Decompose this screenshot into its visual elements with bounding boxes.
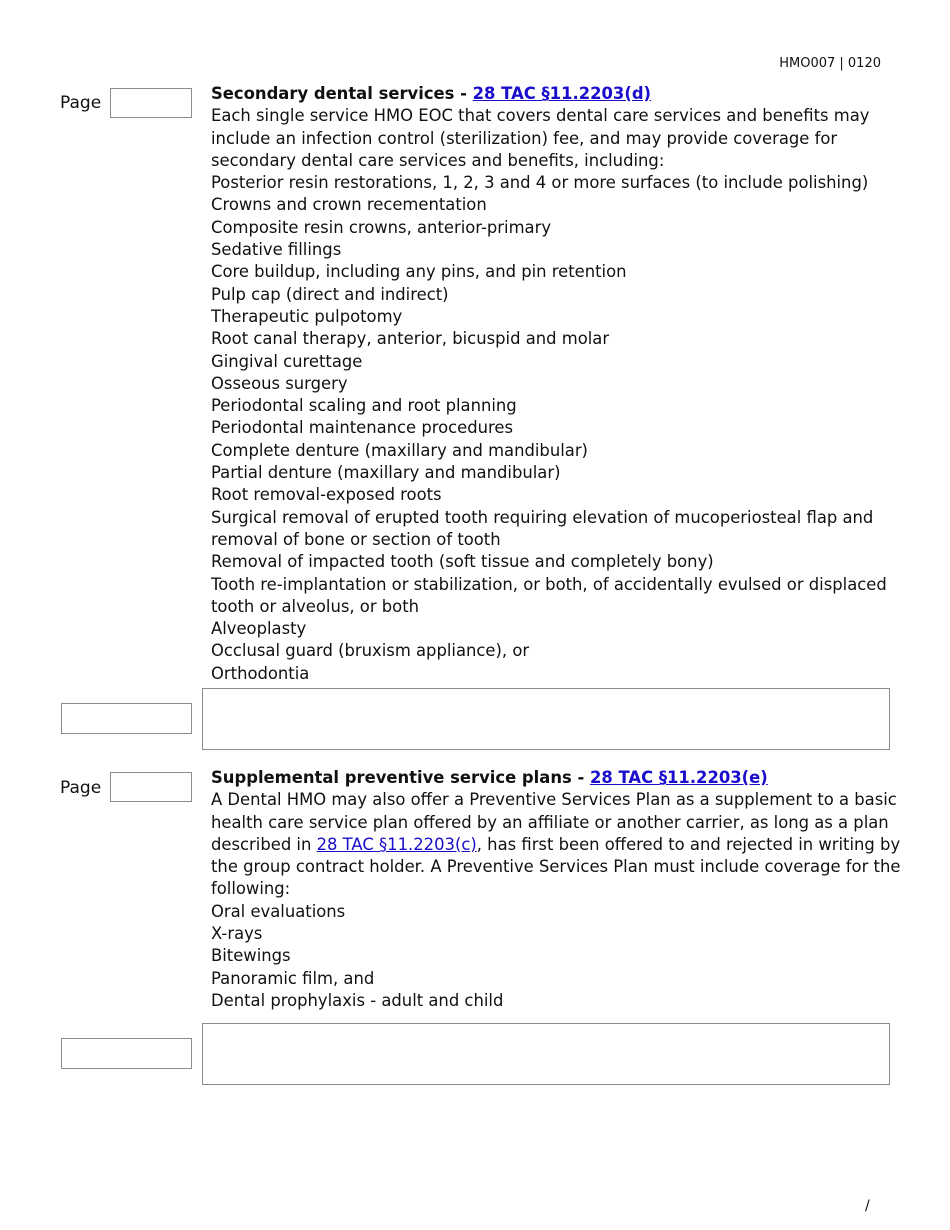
intro-text: , has first been offered to and rejected in writing by the group contract holder. A Preventive Services Plan must include coverage for the following: <box>211 834 901 899</box>
page-number-input[interactable] <box>110 772 192 802</box>
footer-mark: / <box>865 1198 870 1214</box>
list-item: Partial denture (maxillary and mandibular) <box>211 463 561 483</box>
list-item: Periodontal maintenance procedures <box>211 418 514 438</box>
list-item: Gingival curettage <box>211 351 363 371</box>
intro-text: A Dental HMO may also offer a Preventive Services Plan as a supplement to a basic health care service plan offered by an affiliate or another carrier, as long as a plan described in <box>211 790 897 854</box>
list-item: Alveoplasty <box>211 619 307 639</box>
list-item: Dental prophylaxis - adult and child <box>211 990 504 1010</box>
service-list <box>211 172 901 685</box>
list-item: Core buildup, including any pins, and pin retention <box>211 262 627 282</box>
inline-citation-link[interactable]: 28 TAC §11.2203(c) <box>316 834 477 854</box>
list-item: Occlusal guard (bruxism appliance), or <box>211 641 530 661</box>
section-supplemental-preventive-plans <box>211 767 901 1012</box>
list-item: Surgical removal of erupted tooth requiring elevation of mucoperiosteal flap and removal of bone or section of tooth <box>211 507 874 549</box>
list-item: Complete denture (maxillary and mandibular) <box>211 440 588 460</box>
section-intro <box>211 789 901 900</box>
section-intro: Each single service HMO EOC that covers dental care services and benefits may include an infection control (sterilization) fee, and may provide coverage for secondary dental care services and benefits, including: <box>211 106 870 170</box>
list-item: Pulp cap (direct and indirect) <box>211 284 449 304</box>
section-heading: Supplemental preventive service plans - <box>211 768 590 787</box>
comment-input[interactable] <box>202 1023 890 1085</box>
section-heading: Secondary dental services - <box>211 84 473 103</box>
list-item: Composite resin crowns, anterior-primary <box>211 217 552 237</box>
list-item: Panoramic film, and <box>211 968 375 988</box>
list-item: Oral evaluations <box>211 901 346 921</box>
list-item: Periodontal scaling and root planning <box>211 396 517 416</box>
list-item: Crowns and crown recementation <box>211 195 487 215</box>
list-item: Bitewings <box>211 946 291 966</box>
page-label: Page <box>60 778 102 798</box>
section-secondary-dental-services <box>211 83 901 685</box>
form-code: HMO007 | 0120 <box>779 56 881 71</box>
page-label: Page <box>60 93 102 113</box>
citation-link[interactable]: 28 TAC §11.2203(d) <box>472 84 652 103</box>
list-item: Sedative fillings <box>211 240 342 260</box>
list-item: X-rays <box>211 924 263 944</box>
field-input[interactable] <box>61 703 192 734</box>
comment-input[interactable] <box>202 688 890 750</box>
list-item: Tooth re-implantation or stabilization, or both, of accidentally evulsed or displaced tooth or alveolus, or both <box>211 574 887 616</box>
list-item: Therapeutic pulpotomy <box>211 306 403 326</box>
field-input[interactable] <box>61 1038 192 1069</box>
citation-link[interactable]: 28 TAC §11.2203(e) <box>589 768 768 787</box>
section-heading-line <box>211 767 901 789</box>
page-number-input[interactable] <box>110 88 192 118</box>
list-item: Root canal therapy, anterior, bicuspid and molar <box>211 329 610 349</box>
list-item: Root removal-exposed roots <box>211 485 442 505</box>
list-item: Orthodontia <box>211 663 310 683</box>
service-list <box>211 901 901 1012</box>
section-heading-line <box>211 83 901 105</box>
list-item: Posterior resin restorations, 1, 2, 3 and 4 or more surfaces (to include polishing) <box>211 173 869 193</box>
list-item: Osseous surgery <box>211 373 348 393</box>
list-item: Removal of impacted tooth (soft tissue and completely bony) <box>211 552 714 572</box>
